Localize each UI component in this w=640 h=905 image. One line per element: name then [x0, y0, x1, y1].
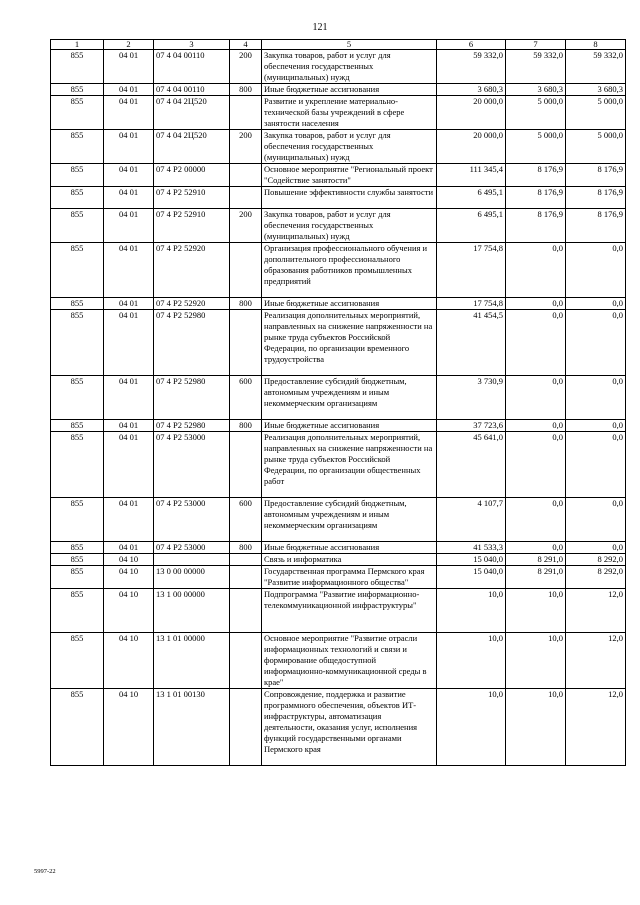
chapter-code: 855: [51, 498, 104, 542]
item-name: Закупка товаров, работ и услуг для обеспечения государственных (муниципальных) нужд: [262, 130, 437, 164]
item-name: Связь и информатика: [262, 554, 437, 566]
target-article-code: 13 1 00 00000: [154, 589, 230, 633]
amount-2024: 5 000,0: [566, 130, 626, 164]
expense-type-code: 800: [230, 420, 262, 432]
chapter-code: 855: [51, 243, 104, 298]
target-article-code: 07 4 P2 52980: [154, 420, 230, 432]
section-code: 04 01: [104, 298, 154, 310]
amount-2022: 6 495,1: [437, 187, 506, 209]
expense-type-code: 600: [230, 498, 262, 542]
amount-2022: 4 107,7: [437, 498, 506, 542]
expense-type-code: [230, 310, 262, 376]
item-name: Повышение эффективности службы занятости: [262, 187, 437, 209]
amount-2022: 17 754,8: [437, 243, 506, 298]
item-name: Реализация дополнительных мероприятий, направленных на снижение напряженности на рынке труда субъектов Российской Федерации, по организации общественных работ: [262, 432, 437, 498]
amount-2024: 12,0: [566, 633, 626, 689]
target-article-code: 07 4 P2 53000: [154, 542, 230, 554]
amount-2022: 3 680,3: [437, 84, 506, 96]
table-row: [51, 542, 626, 554]
item-name: Предоставление субсидий бюджетным, автономным учреждениям и иным некоммерческим организациям: [262, 498, 437, 542]
table-row: [51, 554, 626, 566]
amount-2024: 8 176,9: [566, 164, 626, 187]
target-article-code: [154, 554, 230, 566]
table-row: [51, 566, 626, 589]
chapter-code: 855: [51, 633, 104, 689]
item-name: Подпрограмма "Развитие информационно-телекоммуникационной инфраструктуры": [262, 589, 437, 633]
amount-2022: 6 495,1: [437, 209, 506, 243]
amount-2024: 0,0: [566, 542, 626, 554]
expense-type-code: 800: [230, 298, 262, 310]
expense-type-code: [230, 187, 262, 209]
expense-type-code: [230, 243, 262, 298]
section-code: 04 01: [104, 187, 154, 209]
item-name: Государственная программа Пермского края "Развитие информационного общества": [262, 566, 437, 589]
target-article-code: 13 1 01 00000: [154, 633, 230, 689]
target-article-code: 07 4 P2 52920: [154, 298, 230, 310]
table-row: [51, 164, 626, 187]
chapter-code: 855: [51, 96, 104, 130]
target-article-code: 07 4 P2 00000: [154, 164, 230, 187]
expense-type-code: 800: [230, 84, 262, 96]
amount-2022: 37 723,6: [437, 420, 506, 432]
amount-2023: 59 332,0: [506, 50, 566, 84]
amount-2024: 0,0: [566, 498, 626, 542]
target-article-code: 13 0 00 00000: [154, 566, 230, 589]
amount-2023: 0,0: [506, 243, 566, 298]
amount-2022: 10,0: [437, 589, 506, 633]
amount-2024: 0,0: [566, 243, 626, 298]
table-row: [51, 432, 626, 498]
table-row: [51, 589, 626, 633]
chapter-code: 855: [51, 566, 104, 589]
chapter-code: 855: [51, 50, 104, 84]
column-header: 6: [437, 40, 506, 50]
section-code: 04 01: [104, 310, 154, 376]
chapter-code: 855: [51, 209, 104, 243]
amount-2024: 8 292,0: [566, 566, 626, 589]
amount-2022: 20 000,0: [437, 96, 506, 130]
expense-type-code: [230, 164, 262, 187]
section-code: 04 01: [104, 130, 154, 164]
table-row: [51, 376, 626, 420]
item-name: Основное мероприятие "Региональный проект "Содействие занятости": [262, 164, 437, 187]
chapter-code: 855: [51, 298, 104, 310]
chapter-code: 855: [51, 554, 104, 566]
expense-type-code: [230, 96, 262, 130]
page-number: 121: [312, 22, 328, 33]
table-row: [51, 50, 626, 84]
chapter-code: 855: [51, 310, 104, 376]
amount-2023: 0,0: [506, 498, 566, 542]
section-code: 04 10: [104, 566, 154, 589]
table-row: [51, 420, 626, 432]
target-article-code: 07 4 P2 52920: [154, 243, 230, 298]
section-code: 04 01: [104, 209, 154, 243]
item-name: Реализация дополнительных мероприятий, направленных на снижение напряженности на рынке труда субъектов Российской Федерации, по организации временного трудоустройства: [262, 310, 437, 376]
chapter-code: 855: [51, 689, 104, 766]
section-code: 04 01: [104, 84, 154, 96]
amount-2023: 0,0: [506, 310, 566, 376]
table-row: [51, 689, 626, 766]
item-name: Сопровождение, поддержка и развитие программного обеспечения, объектов ИТ-инфраструктуры, автоматизация деятельности, оказания услуг, исполнения функций государственными органами Пермского края: [262, 689, 437, 766]
column-header-row: [51, 40, 626, 50]
amount-2022: 3 730,9: [437, 376, 506, 420]
item-name: Основное мероприятие "Развитие отрасли информационных технологий и связи и формирование общедоступной информационно-коммуникационной среды в крае": [262, 633, 437, 689]
target-article-code: 07 4 04 2Ц520: [154, 96, 230, 130]
chapter-code: 855: [51, 376, 104, 420]
expense-type-code: [230, 689, 262, 766]
target-article-code: 07 4 P2 52910: [154, 187, 230, 209]
amount-2023: 0,0: [506, 420, 566, 432]
amount-2022: 59 332,0: [437, 50, 506, 84]
item-name: Закупка товаров, работ и услуг для обеспечения государственных (муниципальных) нужд: [262, 50, 437, 84]
amount-2024: 0,0: [566, 310, 626, 376]
amount-2024: 0,0: [566, 432, 626, 498]
item-name: Организация профессионального обучения и дополнительного профессионального образования работников промышленных предприятий: [262, 243, 437, 298]
column-header: 1: [51, 40, 104, 50]
table-row: [51, 498, 626, 542]
amount-2022: 45 641,0: [437, 432, 506, 498]
chapter-code: 855: [51, 84, 104, 96]
section-code: 04 01: [104, 243, 154, 298]
amount-2024: 12,0: [566, 689, 626, 766]
item-name: Развитие и укрепление материально-технической базы учреждений в сфере занятости населения: [262, 96, 437, 130]
chapter-code: 855: [51, 420, 104, 432]
amount-2022: 41 533,3: [437, 542, 506, 554]
target-article-code: 07 4 P2 52910: [154, 209, 230, 243]
amount-2023: 10,0: [506, 589, 566, 633]
column-header: 2: [104, 40, 154, 50]
amount-2023: 5 000,0: [506, 96, 566, 130]
amount-2024: 0,0: [566, 376, 626, 420]
amount-2022: 20 000,0: [437, 130, 506, 164]
target-article-code: 07 4 P2 52980: [154, 310, 230, 376]
chapter-code: 855: [51, 589, 104, 633]
amount-2023: 10,0: [506, 633, 566, 689]
target-article-code: 07 4 P2 53000: [154, 498, 230, 542]
section-code: 04 01: [104, 376, 154, 420]
amount-2022: 17 754,8: [437, 298, 506, 310]
target-article-code: 07 4 P2 53000: [154, 432, 230, 498]
chapter-code: 855: [51, 164, 104, 187]
expense-type-code: 800: [230, 542, 262, 554]
column-header: 7: [506, 40, 566, 50]
amount-2023: 8 176,9: [506, 187, 566, 209]
amount-2024: 0,0: [566, 298, 626, 310]
chapter-code: 855: [51, 432, 104, 498]
target-article-code: 07 4 04 00110: [154, 84, 230, 96]
amount-2023: 8 176,9: [506, 209, 566, 243]
table-row: [51, 298, 626, 310]
item-name: Иные бюджетные ассигнования: [262, 84, 437, 96]
section-code: 04 01: [104, 96, 154, 130]
amount-2023: 8 291,0: [506, 554, 566, 566]
table-row: [51, 187, 626, 209]
expense-type-code: [230, 554, 262, 566]
column-header: 8: [566, 40, 626, 50]
section-code: 04 01: [104, 432, 154, 498]
section-code: 04 01: [104, 50, 154, 84]
section-code: 04 10: [104, 554, 154, 566]
item-name: Иные бюджетные ассигнования: [262, 298, 437, 310]
expense-type-code: [230, 633, 262, 689]
amount-2024: 0,0: [566, 420, 626, 432]
target-article-code: 07 4 P2 52980: [154, 376, 230, 420]
item-name: Иные бюджетные ассигнования: [262, 542, 437, 554]
table-row: [51, 96, 626, 130]
amount-2024: 3 680,3: [566, 84, 626, 96]
amount-2023: 0,0: [506, 542, 566, 554]
amount-2024: 12,0: [566, 589, 626, 633]
amount-2024: 8 176,9: [566, 209, 626, 243]
table-row: [51, 84, 626, 96]
amount-2024: 59 332,0: [566, 50, 626, 84]
target-article-code: 07 4 04 2Ц520: [154, 130, 230, 164]
amount-2023: 10,0: [506, 689, 566, 766]
chapter-code: 855: [51, 187, 104, 209]
chapter-code: 855: [51, 130, 104, 164]
amount-2024: 8 176,9: [566, 187, 626, 209]
amount-2022: 15 040,0: [437, 554, 506, 566]
table-row: [51, 209, 626, 243]
item-name: Закупка товаров, работ и услуг для обеспечения государственных (муниципальных) нужд: [262, 209, 437, 243]
section-code: 04 01: [104, 498, 154, 542]
section-code: 04 01: [104, 164, 154, 187]
amount-2022: 10,0: [437, 689, 506, 766]
expense-type-code: [230, 566, 262, 589]
footer-code: 5997-22: [34, 868, 56, 875]
column-header: 4: [230, 40, 262, 50]
expense-type-code: 200: [230, 130, 262, 164]
expense-type-code: [230, 432, 262, 498]
amount-2023: 8 176,9: [506, 164, 566, 187]
section-code: 04 01: [104, 420, 154, 432]
budget-table: [50, 39, 626, 766]
amount-2022: 41 454,5: [437, 310, 506, 376]
table-row: [51, 130, 626, 164]
chapter-code: 855: [51, 542, 104, 554]
table-row: [51, 633, 626, 689]
column-header: 3: [154, 40, 230, 50]
amount-2023: 0,0: [506, 432, 566, 498]
target-article-code: 13 1 01 00130: [154, 689, 230, 766]
expense-type-code: 200: [230, 50, 262, 84]
amount-2023: 0,0: [506, 376, 566, 420]
amount-2022: 111 345,4: [437, 164, 506, 187]
section-code: 04 01: [104, 542, 154, 554]
item-name: Иные бюджетные ассигнования: [262, 420, 437, 432]
section-code: 04 10: [104, 589, 154, 633]
amount-2023: 8 291,0: [506, 566, 566, 589]
amount-2023: 3 680,3: [506, 84, 566, 96]
amount-2023: 5 000,0: [506, 130, 566, 164]
section-code: 04 10: [104, 689, 154, 766]
amount-2024: 8 292,0: [566, 554, 626, 566]
section-code: 04 10: [104, 633, 154, 689]
amount-2024: 5 000,0: [566, 96, 626, 130]
expense-type-code: 600: [230, 376, 262, 420]
target-article-code: 07 4 04 00110: [154, 50, 230, 84]
expense-type-code: 200: [230, 209, 262, 243]
item-name: Предоставление субсидий бюджетным, автономным учреждениям и иным некоммерческим организациям: [262, 376, 437, 420]
table-row: [51, 243, 626, 298]
amount-2022: 15 040,0: [437, 566, 506, 589]
amount-2022: 10,0: [437, 633, 506, 689]
amount-2023: 0,0: [506, 298, 566, 310]
column-header: 5: [262, 40, 437, 50]
expense-type-code: [230, 589, 262, 633]
table-row: [51, 310, 626, 376]
